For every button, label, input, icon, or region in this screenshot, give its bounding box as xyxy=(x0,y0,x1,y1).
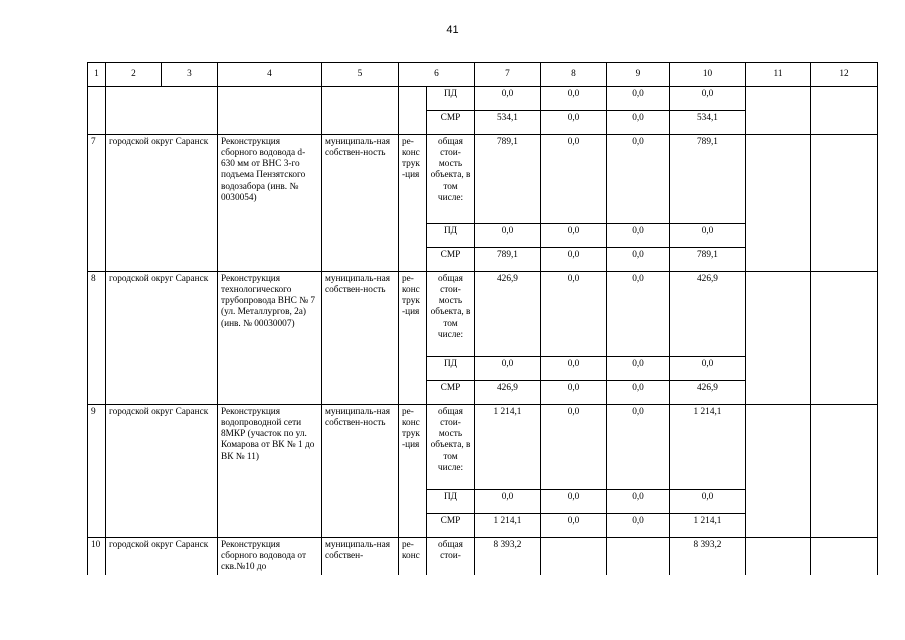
table-row: 9 городской округ Саранск Реконструкция водопроводной сети 8МКР (участок по ул. Комарова от ВК № 1 до ВК № 11) муниципаль-ная собствен-ность ре-конс трук -ция общая стои-мость объекта, в том числе: 1 214,1 0,0 0,0 1 214,1 xyxy=(88,405,878,490)
entry-district: городской округ Саранск xyxy=(106,405,218,538)
table-row: 7 городской округ Саранск Реконструкция сборного водовода d-630 мм от ВНС 3-го подъема Пензятского водозабора (инв. № 0030054) муниципаль-ная собствен-ность ре-конс трук -ция общая стои-мость объекта, в том числе: 789,1 0,0 0,0 789,1 xyxy=(88,135,878,224)
table-row: 10 городской округ Саранск Реконструкция сборного водовода от скв.№10 до муниципаль-ная собствен- ре-конс общая стои- 8 393,2 8 393,2 xyxy=(88,538,878,576)
entry-district: городской округ Саранск xyxy=(106,538,218,576)
header-col-12: 12 xyxy=(811,63,878,87)
table-row: ПД 0,0 0,0 0,0 0,0 xyxy=(88,357,878,381)
entry-ownership: муниципаль-ная собствен-ность xyxy=(322,405,399,538)
entry-type: ре-конс xyxy=(399,538,427,576)
header-col-11: 11 xyxy=(746,63,811,87)
header-col-2: 2 xyxy=(106,63,162,87)
entry-number: 10 xyxy=(88,538,106,576)
header-row xyxy=(88,63,878,87)
row-label: ПД xyxy=(427,224,475,248)
entry-number: 7 xyxy=(88,135,106,272)
entry-number: 8 xyxy=(88,272,106,405)
row-label: общая стои- xyxy=(427,538,475,576)
header-col-1: 1 xyxy=(88,63,106,87)
row-label: ПД xyxy=(427,490,475,514)
header-col-4: 4 xyxy=(218,63,322,87)
row-label: общая стои-мость объекта, в том числе: xyxy=(427,405,475,490)
table-row: СМР 789,1 0,0 0,0 789,1 xyxy=(88,248,878,272)
row-label: общая стои-мость объекта, в том числе: xyxy=(427,272,475,357)
entry-type: ре-конс трук -ция xyxy=(399,135,427,272)
header-col-9: 9 xyxy=(607,63,670,87)
entry-district: городской округ Саранск xyxy=(106,135,218,272)
entry-district: городской округ Саранск xyxy=(106,272,218,405)
header-col-10: 10 xyxy=(670,63,746,87)
header-col-5: 5 xyxy=(322,63,399,87)
row-label: общая стои-мость объекта, в том числе: xyxy=(427,135,475,224)
entry-ownership: муниципаль-ная собствен- xyxy=(322,538,399,576)
row-label: ПД xyxy=(427,87,475,111)
entry-name: Реконструкция технологического трубопровода ВНС № 7 (ул. Металлургов, 2а) (инв. № 00030007) xyxy=(218,272,322,405)
table-row: СМР 426,9 0,0 0,0 426,9 xyxy=(88,381,878,405)
table-row: ПД 0,0 0,0 0,0 0,0 xyxy=(88,87,878,111)
table-row: СМР 534,1 0,0 0,0 534,1 xyxy=(88,111,878,135)
investment-table xyxy=(87,62,878,575)
page-number: 41 xyxy=(446,24,459,36)
entry-name: Реконструкция сборного водовода от скв.№10 до xyxy=(218,538,322,576)
row-label: СМР xyxy=(427,248,475,272)
row-label: СМР xyxy=(427,381,475,405)
row-label: СМР xyxy=(427,111,475,135)
header-col-3: 3 xyxy=(162,63,218,87)
entry-number: 9 xyxy=(88,405,106,538)
entry-name: Реконструкция сборного водовода d-630 мм от ВНС 3-го подъема Пензятского водозабора (инв. № 0030054) xyxy=(218,135,322,272)
header-col-6: 6 xyxy=(399,63,475,87)
table-row: СМР 1 214,1 0,0 0,0 1 214,1 xyxy=(88,514,878,538)
entry-name: Реконструкция водопроводной сети 8МКР (участок по ул. Комарова от ВК № 1 до ВК № 11) xyxy=(218,405,322,538)
table-row: 8 городской округ Саранск Реконструкция технологического трубопровода ВНС № 7 (ул. Металлургов, 2а) (инв. № 00030007) муниципаль-ная собствен-ность ре-конс трук -ция общая стои-мость объекта, в том числе: 426,9 0,0 0,0 426,9 xyxy=(88,272,878,357)
row-label: ПД xyxy=(427,357,475,381)
row-label: СМР xyxy=(427,514,475,538)
entry-type: ре-конс трук -ция xyxy=(399,272,427,405)
entry-type: ре-конс трук -ция xyxy=(399,405,427,538)
table-row: ПД 0,0 0,0 0,0 0,0 xyxy=(88,224,878,248)
header-col-7: 7 xyxy=(475,63,541,87)
entry-ownership: муниципаль-ная собствен-ность xyxy=(322,135,399,272)
entry-ownership: муниципаль-ная собствен-ность xyxy=(322,272,399,405)
header-col-8: 8 xyxy=(541,63,607,87)
table-row: ПД 0,0 0,0 0,0 0,0 xyxy=(88,490,878,514)
